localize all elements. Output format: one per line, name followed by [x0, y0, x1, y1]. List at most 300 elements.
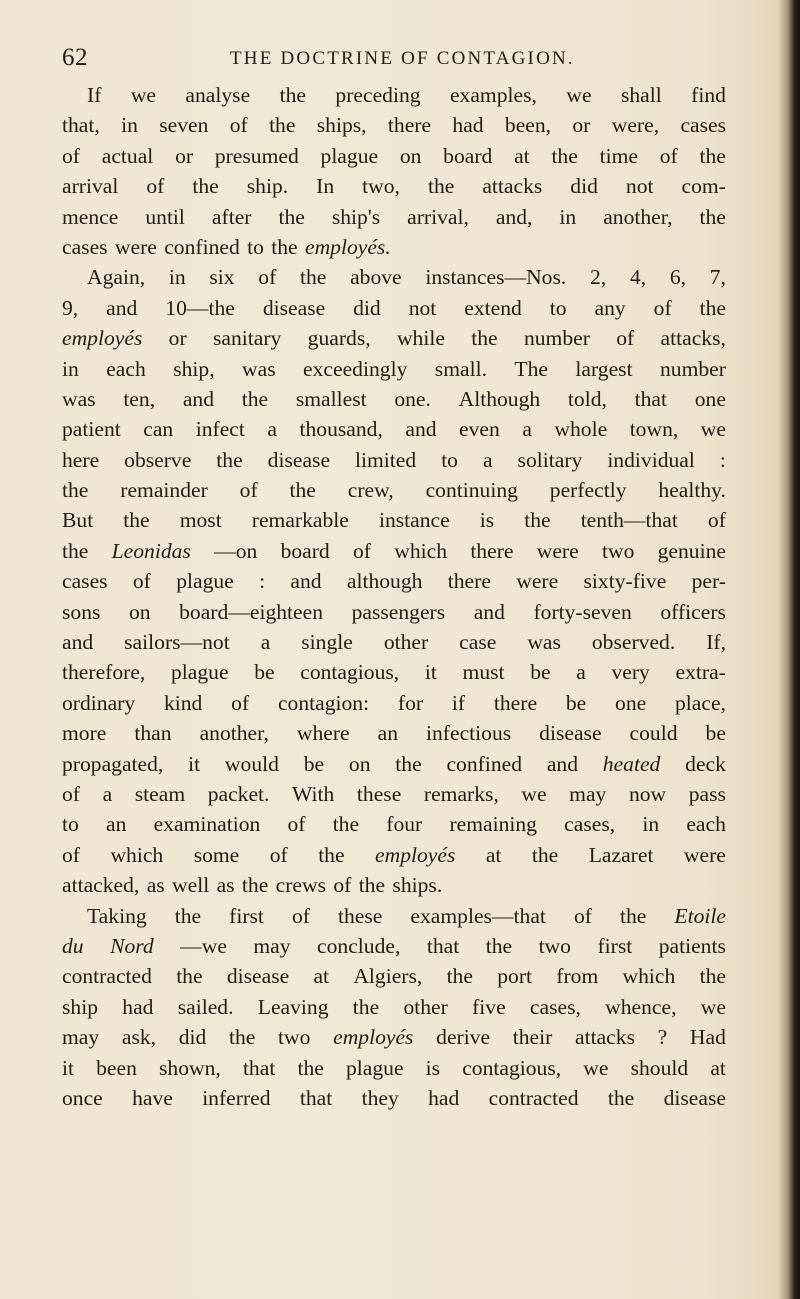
word: from	[556, 964, 599, 989]
word: four	[386, 812, 423, 837]
word: observe	[124, 447, 192, 472]
word: two,	[362, 174, 400, 199]
word: we	[700, 417, 726, 442]
word: ships.	[392, 873, 443, 898]
page-number: 62	[62, 44, 88, 71]
word: port	[497, 964, 533, 989]
word: plague	[176, 569, 234, 594]
word: there	[387, 113, 432, 138]
word: were	[536, 538, 579, 563]
word: whole	[554, 417, 608, 442]
word: examination	[153, 812, 261, 837]
word: the	[531, 842, 559, 867]
word: inferred	[202, 1085, 271, 1110]
word: cases	[62, 234, 108, 259]
word: Again,	[87, 265, 146, 290]
word: any	[594, 295, 626, 320]
word: in	[642, 812, 660, 837]
word: another,	[199, 721, 269, 746]
word: heated	[602, 751, 661, 776]
word: here	[62, 447, 100, 472]
word: sailed.	[177, 994, 234, 1019]
word: remainder	[120, 478, 208, 503]
word: examples—that	[410, 903, 546, 928]
word: was	[242, 356, 276, 381]
word: the	[192, 174, 219, 199]
text-line	[62, 232, 726, 262]
word: if	[451, 690, 466, 715]
word: extra-	[675, 660, 726, 685]
word: the	[699, 295, 726, 320]
text-line	[62, 779, 726, 809]
word: small.	[434, 356, 487, 381]
word: pass	[688, 781, 726, 806]
word: be	[705, 721, 726, 746]
word: actual	[101, 143, 154, 168]
word: that	[426, 933, 460, 958]
word: confined	[164, 234, 240, 259]
word: the	[269, 113, 296, 138]
word: arrival	[62, 174, 119, 199]
word: two	[601, 538, 635, 563]
word: and	[473, 599, 505, 624]
word: at	[514, 143, 530, 168]
word: we	[521, 781, 547, 806]
word: the	[524, 508, 551, 533]
word: well	[172, 873, 210, 898]
word: now	[628, 781, 667, 806]
word: a	[260, 630, 271, 655]
word: six	[209, 265, 235, 290]
text-line	[62, 384, 726, 414]
word: be	[254, 660, 275, 685]
word: in	[559, 204, 577, 229]
word: had	[122, 994, 154, 1019]
word: one	[694, 386, 726, 411]
word: we	[700, 994, 726, 1019]
word: largest	[575, 356, 633, 381]
word: remaining	[449, 812, 537, 837]
word: of	[659, 143, 678, 168]
word: most	[179, 508, 222, 533]
word: of	[229, 113, 248, 138]
word: Algiers,	[353, 964, 423, 989]
word: for	[397, 690, 424, 715]
word: ordinary	[62, 690, 136, 715]
word: is	[479, 508, 495, 533]
word: ship's	[331, 204, 381, 229]
word: which	[110, 842, 164, 867]
word: If,	[706, 630, 726, 655]
text-line	[62, 1053, 726, 1083]
word: deck	[685, 751, 726, 776]
word: these	[337, 903, 383, 928]
word: there	[470, 538, 514, 563]
word: sons	[62, 599, 101, 624]
word: a	[102, 781, 113, 806]
word: the	[699, 964, 726, 989]
word: healthy.	[658, 478, 726, 503]
word: could	[629, 721, 678, 746]
word: or	[168, 326, 187, 351]
word: an	[377, 721, 399, 746]
word: shall	[620, 83, 662, 107]
word: 2,	[590, 265, 607, 290]
word: case	[459, 630, 497, 655]
word: until	[145, 204, 185, 229]
word: as	[146, 873, 165, 898]
word: seven	[159, 113, 209, 138]
text-line	[62, 171, 726, 201]
text-line	[62, 293, 726, 323]
word: did	[353, 295, 381, 320]
word: the	[174, 903, 202, 928]
word: which	[622, 964, 676, 989]
word: the	[619, 903, 647, 928]
word: board	[443, 143, 493, 168]
word: where	[296, 721, 350, 746]
text-line	[62, 961, 726, 991]
word: the	[297, 1055, 324, 1080]
word: each	[686, 812, 726, 837]
word: employés	[62, 326, 143, 351]
word: of	[231, 690, 250, 715]
word: sailors—not	[124, 630, 230, 655]
word: cases,	[529, 994, 581, 1019]
page-header	[56, 44, 756, 78]
word: had	[452, 113, 484, 138]
word: of	[333, 873, 352, 898]
word: the	[228, 1025, 256, 1050]
word: sixty-five	[583, 569, 667, 594]
word: other	[383, 630, 429, 655]
word: an	[105, 812, 127, 837]
word: plague	[170, 660, 229, 685]
word: very	[611, 660, 650, 685]
word: the	[485, 933, 513, 958]
word: told,	[567, 386, 607, 411]
word: to	[62, 812, 79, 837]
word: above	[350, 265, 402, 290]
word: these	[356, 781, 402, 806]
word: patients	[658, 933, 726, 958]
word: extend	[464, 295, 522, 320]
word: solitary	[517, 447, 583, 472]
word: Nord	[110, 933, 154, 958]
word: to	[247, 234, 264, 259]
text-line	[62, 445, 726, 475]
word: Had	[689, 1025, 726, 1050]
word: of	[146, 174, 165, 199]
word: contracted	[488, 1085, 579, 1110]
word: five	[472, 994, 506, 1019]
word: the	[279, 83, 306, 107]
text-line	[62, 323, 726, 353]
word: In	[316, 174, 335, 199]
word: the	[471, 326, 498, 351]
word: If	[87, 83, 102, 107]
word: attacked,	[62, 873, 140, 898]
word: two	[278, 1025, 311, 1050]
word: that	[242, 1055, 276, 1080]
word: therefore,	[62, 660, 146, 685]
word: steam	[134, 781, 186, 806]
word: the	[395, 751, 422, 776]
word: at	[485, 842, 502, 867]
text-line	[62, 718, 726, 748]
word: ships,	[316, 113, 367, 138]
word: Leaving	[257, 994, 329, 1019]
word: once	[62, 1085, 103, 1110]
word: of	[269, 842, 288, 867]
word: on	[348, 751, 371, 776]
word: the	[318, 842, 345, 867]
word: the	[271, 234, 298, 259]
text-line	[62, 475, 726, 505]
word: of	[291, 903, 310, 928]
text-line	[62, 901, 726, 931]
word: did	[570, 174, 598, 199]
text-line	[62, 354, 726, 384]
word: find	[691, 83, 726, 107]
word: the	[62, 538, 89, 563]
word: not	[408, 295, 437, 320]
word: and	[405, 417, 437, 442]
word: their	[512, 1025, 553, 1050]
text-line	[62, 809, 726, 839]
word: officers	[660, 599, 726, 624]
word: attacks	[482, 174, 543, 199]
word: Lazaret	[588, 842, 654, 867]
word: we	[583, 1055, 609, 1080]
text-line	[62, 566, 726, 596]
word: 7,	[709, 265, 726, 290]
word: employés	[375, 842, 456, 867]
word: was	[62, 386, 96, 411]
word: Etoile	[674, 903, 726, 928]
word: than	[134, 721, 172, 746]
word: tenth—that	[580, 508, 678, 533]
word: analyse	[185, 83, 251, 107]
word: be	[565, 690, 587, 715]
word: of	[353, 538, 371, 563]
word: a	[522, 417, 532, 442]
word: perfectly	[549, 478, 627, 503]
word: and	[290, 569, 322, 594]
running-head: THE DOCTRINE OF CONTAGION.	[230, 48, 575, 69]
text-line	[62, 931, 726, 961]
word: one.	[394, 386, 431, 411]
word: single	[301, 630, 353, 655]
word: the	[176, 964, 203, 989]
word: to	[549, 295, 567, 320]
word: contagion:	[277, 690, 370, 715]
word: Leonidas	[111, 538, 191, 563]
word: ?	[657, 1025, 668, 1050]
word: of	[239, 478, 258, 503]
word: of	[616, 326, 635, 351]
word: it	[188, 751, 201, 776]
word: of	[258, 265, 277, 290]
word: each	[106, 356, 146, 381]
word: com-	[681, 174, 726, 199]
word: on	[399, 143, 422, 168]
word: patient	[62, 417, 121, 442]
word: of	[707, 508, 726, 533]
word: may	[253, 933, 291, 958]
word: Although	[458, 386, 541, 411]
word: were	[114, 234, 157, 259]
word: contagious,	[300, 660, 400, 685]
text-line	[62, 840, 726, 870]
word: the	[332, 812, 360, 837]
word: a	[482, 447, 493, 472]
word: the	[358, 873, 386, 898]
word: the	[62, 478, 89, 503]
word: at	[313, 964, 330, 989]
word: employés.	[304, 234, 391, 259]
word: 4,	[629, 265, 647, 290]
word: individual	[607, 447, 695, 472]
word: instances—Nos.	[425, 265, 567, 290]
word: time	[599, 143, 638, 168]
word: disease	[262, 295, 326, 320]
word: board—eighteen	[179, 599, 324, 624]
word: there	[493, 690, 538, 715]
word: ask,	[121, 1025, 157, 1050]
word: the	[216, 447, 243, 472]
word: per-	[691, 569, 726, 594]
text-line	[62, 749, 726, 779]
word: should	[630, 1055, 689, 1080]
word: ship	[62, 994, 98, 1019]
word: ten,	[123, 386, 156, 411]
word: of	[573, 903, 592, 928]
word: whence,	[605, 994, 677, 1019]
word: more	[62, 721, 107, 746]
word: place,	[675, 690, 726, 715]
word: ship,	[173, 356, 215, 381]
word: —we	[180, 933, 227, 958]
word: the	[551, 143, 578, 168]
word: that,	[62, 113, 100, 138]
word: continuing	[425, 478, 518, 503]
word: cases	[680, 113, 726, 138]
word: as	[216, 873, 235, 898]
text-line	[62, 536, 726, 566]
word: were	[516, 569, 559, 594]
word: disease	[663, 1085, 726, 1110]
word: have	[132, 1085, 173, 1110]
text-line	[62, 80, 726, 110]
word: preceding	[335, 83, 421, 107]
word: first	[597, 933, 633, 958]
word: although	[346, 569, 423, 594]
word: ship.	[246, 174, 289, 199]
word: cases,	[564, 812, 616, 837]
word: the	[241, 386, 269, 411]
word: in	[168, 265, 186, 290]
word: of	[287, 812, 306, 837]
word: the	[699, 204, 726, 229]
word: other	[403, 994, 448, 1019]
word: and	[546, 751, 578, 776]
word: the	[427, 174, 455, 199]
text-line	[62, 627, 726, 657]
word: the	[299, 265, 327, 290]
word: passengers	[351, 599, 446, 624]
word: and	[62, 630, 94, 655]
word: that	[299, 1085, 333, 1110]
word: on	[128, 599, 151, 624]
text-line	[62, 992, 726, 1022]
word: 9,	[62, 295, 79, 320]
word: 10—the	[165, 295, 235, 320]
word: employés	[333, 1025, 414, 1050]
word: With	[292, 781, 335, 806]
word: infectious	[426, 721, 512, 746]
word: even	[459, 417, 500, 442]
word: or	[572, 113, 591, 138]
word: must	[462, 660, 505, 685]
word: du	[62, 933, 84, 958]
word: board	[280, 538, 330, 563]
word: derive	[436, 1025, 491, 1050]
word: conclude,	[317, 933, 401, 958]
word: may	[569, 781, 607, 806]
word: crew,	[347, 478, 394, 503]
word: after	[211, 204, 252, 229]
word: contracted	[62, 964, 152, 989]
word: were,	[611, 113, 660, 138]
word: had	[428, 1085, 460, 1110]
word: may	[62, 1025, 100, 1050]
word: been,	[504, 113, 552, 138]
word: the	[446, 964, 473, 989]
word: of	[62, 781, 80, 806]
word: presumed	[214, 143, 299, 168]
word: But	[62, 508, 94, 533]
word: the	[352, 994, 380, 1019]
word: not	[625, 174, 654, 199]
word: another,	[603, 204, 673, 229]
word: infect	[195, 417, 245, 442]
body-text	[62, 80, 726, 1113]
word: attacks	[575, 1025, 635, 1050]
text-line	[62, 414, 726, 444]
text-line	[62, 1022, 726, 1052]
text-line	[62, 688, 726, 718]
word: it	[424, 660, 437, 685]
word: attacks,	[660, 326, 726, 351]
text-line	[62, 202, 726, 232]
text-line	[62, 870, 726, 900]
word: number	[660, 356, 726, 381]
word: be	[530, 660, 551, 685]
word: number	[523, 326, 590, 351]
word: of	[62, 143, 80, 168]
word: can	[143, 417, 174, 442]
text-line	[62, 110, 726, 140]
word: the	[123, 508, 150, 533]
word: and,	[495, 204, 533, 229]
word: plague	[345, 1055, 404, 1080]
word: contagious,	[462, 1055, 562, 1080]
word: they	[361, 1085, 399, 1110]
word: kind	[163, 690, 203, 715]
word: was	[527, 630, 561, 655]
word: the	[241, 873, 269, 898]
